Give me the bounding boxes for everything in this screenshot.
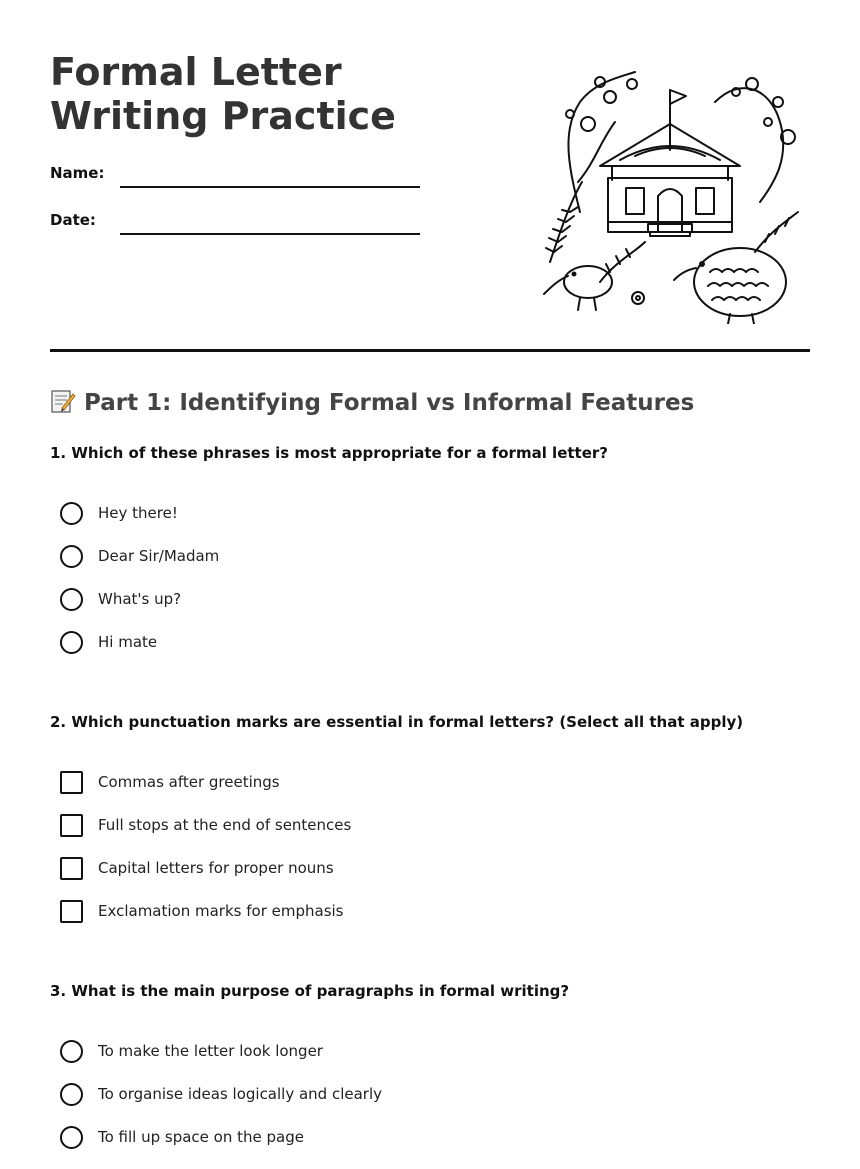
option-item[interactable] [60,588,219,631]
name-label: Name: [50,164,105,182]
radio-button[interactable] [60,545,83,568]
radio-button[interactable] [60,588,83,611]
name-field[interactable] [120,186,420,188]
worksheet-header [50,0,810,352]
option-label: What's up? [98,590,182,608]
question-text: 2. Which punctuation marks are essential in formal letters? (Select all that apply) [50,713,744,731]
option-label: To fill up space on the page [98,1128,304,1146]
wharenui-kiwi-illustration [540,62,802,324]
option-list [60,1040,382,1169]
section-heading [50,388,694,416]
section-title-text: Part 1: Identifying Formal vs Informal Features [84,390,695,416]
checkbox[interactable] [60,771,83,794]
option-item[interactable] [60,857,351,900]
radio-button[interactable] [60,1083,83,1106]
option-list [60,771,351,943]
option-item[interactable] [60,814,351,857]
option-item[interactable] [60,1040,382,1083]
option-item[interactable] [60,502,219,545]
option-item[interactable] [60,900,351,943]
checkbox[interactable] [60,857,83,880]
option-item[interactable] [60,631,219,674]
question-1 [50,444,810,651]
option-label: Dear Sir/Madam [98,547,220,565]
radio-button[interactable] [60,502,83,525]
option-item[interactable] [60,771,351,814]
option-label: Hey there! [98,504,178,522]
option-label: Commas after greetings [98,773,280,791]
worksheet-page [50,0,810,1146]
date-label: Date: [50,211,96,229]
date-field-row [50,211,430,235]
name-field-row [50,164,430,188]
option-item[interactable] [60,1126,382,1169]
option-list [60,502,219,674]
radio-button[interactable] [60,631,83,654]
option-item[interactable] [60,1083,382,1126]
option-label: Hi mate [98,633,158,651]
option-label: To organise ideas logically and clearly [98,1085,383,1103]
date-field[interactable] [120,233,420,235]
option-label: Full stops at the end of sentences [98,816,352,834]
option-label: To make the letter look longer [98,1042,323,1060]
radio-button[interactable] [60,1040,83,1063]
memo-icon [50,388,76,414]
radio-button[interactable] [60,1126,83,1149]
checkbox[interactable] [60,900,83,923]
question-text: 1. Which of these phrases is most appropriate for a formal letter? [50,444,608,462]
checkbox[interactable] [60,814,83,837]
page-title: Formal Letter Writing Practice [50,50,396,138]
option-label: Capital letters for proper nouns [98,859,334,877]
option-label: Exclamation marks for emphasis [98,902,344,920]
question-2 [50,713,810,920]
option-item[interactable] [60,545,219,588]
question-text: 3. What is the main purpose of paragraphs in formal writing? [50,982,570,1000]
question-3 [50,982,810,1146]
